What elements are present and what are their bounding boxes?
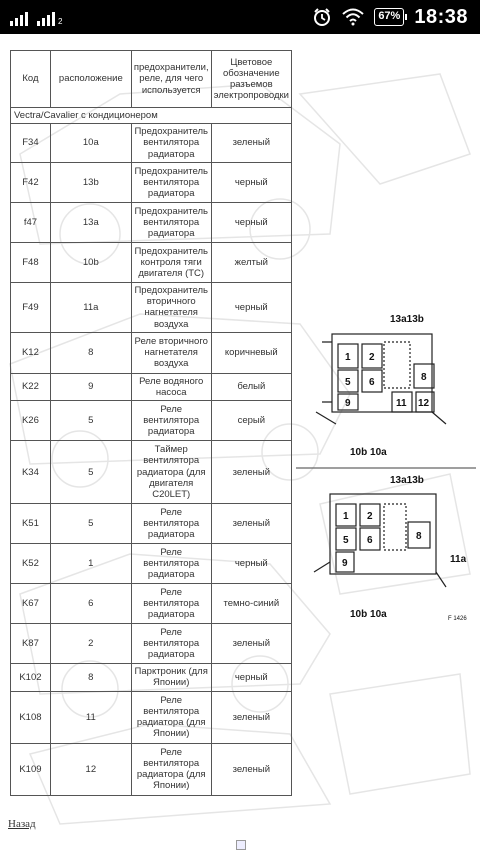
- cell-color: зеленый: [211, 743, 291, 795]
- cell-location: 8: [50, 664, 131, 691]
- table-row: [11, 124, 292, 163]
- table-row: [11, 664, 292, 691]
- diagram-cell: 12: [418, 398, 430, 409]
- diagram-cell: 9: [342, 558, 348, 569]
- signal-bar: [25, 12, 28, 26]
- column-header-code: Код: [11, 51, 51, 108]
- cell-purpose: Предохранитель вентилятора радиатора: [131, 124, 211, 163]
- cell-purpose: Парктроник (для Японии): [131, 664, 211, 691]
- cell-code: K102: [11, 664, 51, 691]
- table-row: [11, 584, 292, 624]
- cell-purpose: Предохранитель контроля тяги двигателя (TC): [131, 242, 211, 282]
- cell-color: черный: [211, 282, 291, 332]
- cell-purpose: Предохранитель вторичного нагнетателя воздуха: [131, 282, 211, 332]
- cell-location: 5: [50, 401, 131, 441]
- cell-color: коричневый: [211, 332, 291, 373]
- cell-location: 13b: [50, 162, 131, 202]
- diagram-side-label: 11a: [450, 554, 467, 565]
- cell-purpose: Реле вентилятора радиатора (для Японии): [131, 691, 211, 743]
- diagram-top-header: 13a13b: [390, 314, 424, 325]
- table-row: [11, 242, 292, 282]
- cell-location: 13a: [50, 202, 131, 242]
- diagram-cell: 5: [343, 535, 349, 546]
- table-header-row: [11, 51, 292, 108]
- cell-location: 12: [50, 743, 131, 795]
- section-title: Vectra/Cavalier с кондиционером: [11, 108, 292, 124]
- cell-purpose: Реле вентилятора радиатора: [131, 401, 211, 441]
- cell-color: белый: [211, 373, 291, 400]
- cell-color: серый: [211, 401, 291, 441]
- alarm-icon: [312, 7, 332, 27]
- signal-bar: [15, 18, 18, 26]
- signal-bar: [52, 12, 55, 26]
- diagram-cell: 8: [421, 372, 427, 383]
- cell-code: F49: [11, 282, 51, 332]
- cell-location: 5: [50, 441, 131, 504]
- cell-purpose: Реле вентилятора радиатора: [131, 504, 211, 544]
- cell-code: K109: [11, 743, 51, 795]
- signal-bar: [37, 21, 40, 26]
- diagram-cell: 6: [369, 377, 375, 388]
- diagram-cell: 1: [345, 352, 351, 363]
- table-row: [11, 373, 292, 400]
- cell-purpose: Таймер вентилятора радиатора (для двигателя C20LET): [131, 441, 211, 504]
- cell-code: F48: [11, 242, 51, 282]
- cell-color: зеленый: [211, 504, 291, 544]
- cell-purpose: Реле водяного насоса: [131, 373, 211, 400]
- signal-bar: [20, 15, 23, 26]
- cell-color: зеленый: [211, 624, 291, 664]
- cell-purpose: Предохранитель вентилятора радиатора: [131, 162, 211, 202]
- table-row: [11, 624, 292, 664]
- cell-color: зеленый: [211, 124, 291, 163]
- cell-color: зеленый: [211, 691, 291, 743]
- fuse-box-diagram: [296, 272, 480, 632]
- cell-color: желтый: [211, 242, 291, 282]
- table-row: [11, 743, 292, 795]
- cell-color: черный: [211, 544, 291, 584]
- diagram-bottom-header: 13a13b: [390, 475, 424, 486]
- fuse-table: [10, 50, 292, 796]
- diagram-cell: 1: [343, 511, 349, 522]
- fuse-box-drawing: [296, 272, 480, 632]
- column-header-purpose: предохранители, реле, для чего используется: [131, 51, 211, 108]
- table-row: [11, 441, 292, 504]
- broken-image-icon: [236, 840, 246, 850]
- battery-indicator: 67%: [374, 8, 404, 26]
- cell-location: 9: [50, 373, 131, 400]
- cell-purpose: Предохранитель вентилятора радиатора: [131, 202, 211, 242]
- signal-bar: [47, 15, 50, 26]
- table-row: [11, 202, 292, 242]
- diagram-bottom-bottom-label: 10b 10a: [350, 609, 387, 620]
- cell-location: 11a: [50, 282, 131, 332]
- cell-code: K26: [11, 401, 51, 441]
- cell-location: 10b: [50, 242, 131, 282]
- clock: 18:38: [414, 5, 468, 28]
- cell-code: K12: [11, 332, 51, 373]
- cell-location: 6: [50, 584, 131, 624]
- diagram-cell: 2: [367, 511, 373, 522]
- section-row: [11, 108, 292, 124]
- diagram-cell: 9: [345, 398, 351, 409]
- signal-bar: [10, 21, 13, 26]
- cell-location: 5: [50, 504, 131, 544]
- cell-color: черный: [211, 202, 291, 242]
- diagram-cell: 2: [369, 352, 375, 363]
- back-link[interactable]: Назад: [8, 818, 36, 830]
- cell-code: K67: [11, 584, 51, 624]
- cell-code: F42: [11, 162, 51, 202]
- table-row: [11, 282, 292, 332]
- cell-code: K52: [11, 544, 51, 584]
- cell-code: K51: [11, 504, 51, 544]
- cell-purpose: Реле вентилятора радиатора: [131, 544, 211, 584]
- sim-label: 2: [58, 17, 63, 26]
- diagram-cell: 5: [345, 377, 351, 388]
- cell-color: черный: [211, 162, 291, 202]
- cell-location: 10a: [50, 124, 131, 163]
- table-row: [11, 544, 292, 584]
- status-right: [312, 5, 468, 29]
- diagram-code: F 1426: [448, 616, 467, 622]
- signal-indicators: [10, 8, 62, 26]
- cell-purpose: Реле вентилятора радиатора: [131, 624, 211, 664]
- table-row: [11, 332, 292, 373]
- cell-code: K34: [11, 441, 51, 504]
- cell-purpose: Реле вторичного нагнетателя воздуха: [131, 332, 211, 373]
- cell-color: темно-синий: [211, 584, 291, 624]
- wifi-icon: [342, 8, 364, 26]
- cell-color: зеленый: [211, 441, 291, 504]
- signal-bar: [42, 18, 45, 26]
- cell-code: f47: [11, 202, 51, 242]
- cell-color: черный: [211, 664, 291, 691]
- diagram-cell: 6: [367, 535, 373, 546]
- column-header-color: Цветовое обозначение разъемов электропроводки: [211, 51, 291, 108]
- table-row: [11, 401, 292, 441]
- column-header-location: расположение: [50, 51, 131, 108]
- cell-location: 2: [50, 624, 131, 664]
- table-row: [11, 162, 292, 202]
- cell-code: K22: [11, 373, 51, 400]
- cell-location: 11: [50, 691, 131, 743]
- status-bar: [0, 0, 480, 34]
- cell-code: K108: [11, 691, 51, 743]
- table-row: [11, 504, 292, 544]
- diagram-cell: 8: [416, 531, 422, 542]
- cell-location: 1: [50, 544, 131, 584]
- diagram-cell: 11: [396, 398, 407, 409]
- diagram-top-bottom-label: 10b 10a: [350, 447, 387, 458]
- cell-location: 8: [50, 332, 131, 373]
- table-row: [11, 691, 292, 743]
- cell-code: F34: [11, 124, 51, 163]
- cell-code: K87: [11, 624, 51, 664]
- page-content: [0, 34, 480, 854]
- cell-purpose: Реле вентилятора радиатора (для Японии): [131, 743, 211, 795]
- cell-purpose: Реле вентилятора радиатора: [131, 584, 211, 624]
